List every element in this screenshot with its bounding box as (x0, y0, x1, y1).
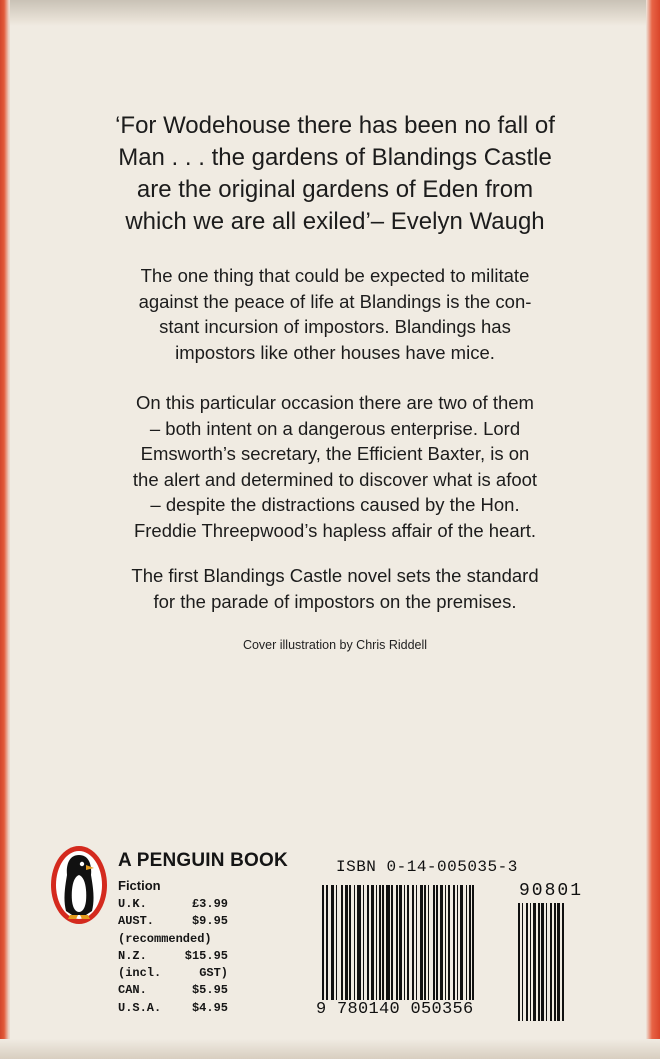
barcode-bar (357, 885, 361, 1005)
barcode-bar (557, 903, 560, 1021)
cover-illustration-credit: Cover illustration by Chris Riddell (242, 638, 428, 652)
barcode-digits: 9 780140 050356 (316, 1000, 474, 1019)
barcode-bar (336, 885, 337, 1005)
barcode-bar (379, 885, 381, 1005)
penguin-logo-icon (50, 845, 108, 925)
barcode-bar (530, 903, 531, 1021)
cover-edge-bottom (0, 1039, 660, 1059)
ean-barcode (322, 885, 508, 1005)
barcode-bar (436, 885, 438, 1005)
barcode-bar (457, 885, 458, 1005)
barcode-bar (554, 903, 556, 1021)
price-region: U.S.A. (118, 1000, 162, 1015)
price-region: (incl. (118, 966, 162, 981)
blurb-line: Emsworth’s secretary, the Efficient Baxter, is on (140, 443, 530, 464)
cover-edge-right (646, 0, 660, 1059)
price-region: AUST. (118, 914, 155, 929)
barcode-bar (322, 885, 324, 1005)
quote-line: which we are all exiled’– Evelyn Waugh (125, 208, 545, 235)
barcode-bar (376, 885, 377, 1005)
barcode-bar (546, 903, 547, 1021)
blurb-line: Freddie Threepwood’s hapless affair of the heart. (133, 519, 537, 541)
barcode-bar (469, 885, 471, 1005)
barcode-bar (331, 885, 334, 1005)
barcode-bar (562, 903, 564, 1021)
price-value: £3.99 (191, 897, 228, 911)
blurb-line: impostors like other houses have mice. (175, 341, 495, 363)
barcode-bar (407, 885, 409, 1005)
barcode-bar (396, 885, 398, 1005)
price-region: U.K. (118, 897, 147, 911)
barcode-bar (424, 885, 426, 1005)
barcode-bar (445, 885, 446, 1005)
genre-label: Fiction (118, 878, 161, 893)
price-value: GST) (199, 966, 228, 981)
barcode-bar (416, 885, 417, 1005)
barcode-bar (404, 885, 405, 1005)
addon-digits: 90801 (519, 881, 584, 901)
blurb-line: stant incursion of impostors. Blandings has (159, 316, 511, 337)
barcode-bar (345, 885, 348, 1005)
price-row (118, 931, 228, 948)
barcode-bar (399, 885, 402, 1005)
evelyn-waugh-quote (80, 110, 590, 238)
blurb-paragraph-3 (80, 563, 590, 614)
barcode-bar (522, 903, 523, 1021)
price-region: N.Z. (118, 948, 147, 963)
barcode-bar (363, 885, 364, 1005)
barcode-bar (460, 885, 463, 1005)
barcode-bar (367, 885, 369, 1005)
quote-line: Man . . . the gardens of Blandings Castle (118, 144, 552, 171)
blurb-line: On this particular occasion there are two of them (136, 392, 534, 413)
blurb-line: The first Blandings Castle novel sets the standard (131, 565, 539, 586)
barcode-bar (518, 903, 520, 1021)
price-row (118, 965, 228, 982)
barcode-bar (412, 885, 414, 1005)
price-value: $9.95 (191, 914, 228, 929)
blurb-line: the alert and determined to discover what is afoot (132, 468, 538, 490)
barcode-bar (341, 885, 343, 1005)
blurb-paragraph-1 (80, 263, 590, 365)
price-row (118, 1000, 228, 1017)
blurb-line: The one thing that could be expected to militate (140, 265, 530, 286)
price-value: $5.95 (191, 983, 228, 998)
barcode-bar (466, 885, 467, 1005)
blurb-line: against the peace of life at Blandings is the con- (138, 290, 532, 312)
barcode-bar (428, 885, 429, 1005)
price-list (118, 896, 228, 1017)
barcode-bar (453, 885, 455, 1005)
barcode-bar (533, 903, 536, 1021)
price-row (118, 948, 228, 965)
barcode-bar (541, 903, 544, 1021)
barcode-bar (382, 885, 384, 1005)
barcode-bar (526, 903, 528, 1021)
price-value: $4.95 (191, 1000, 228, 1015)
barcode-bar (326, 885, 328, 1005)
cover-edge-left (0, 0, 10, 1059)
blurb-paragraph-2 (80, 390, 590, 543)
barcode-bar (538, 903, 540, 1021)
price-row (118, 896, 228, 913)
barcode-bar (550, 903, 552, 1021)
barcode-bar (391, 885, 393, 1005)
price-row (118, 982, 228, 999)
barcode-bar (354, 885, 355, 1005)
barcode-bar (472, 885, 474, 1005)
cover-edge-top (0, 0, 660, 26)
price-row (118, 913, 228, 930)
price-region: CAN. (118, 983, 147, 998)
blurb-line: – despite the distractions caused by the Hon. (150, 494, 520, 515)
publisher-name: A PENGUIN BOOK (118, 850, 288, 871)
price-region: (recommended) (118, 931, 212, 946)
quote-line: are the original gardens of Eden from (136, 176, 534, 203)
barcode-bar (386, 885, 390, 1005)
barcode-bar (349, 885, 351, 1005)
blurb-line: – both intent on a dangerous enterprise. Lord (149, 417, 521, 439)
barcode-bar (440, 885, 443, 1005)
quote-line: ‘For Wodehouse there has been no fall of (115, 112, 555, 139)
barcode-bar (420, 885, 423, 1005)
addon-barcode (518, 903, 574, 1021)
isbn-number: ISBN 0-14-005035-3 (336, 858, 518, 876)
barcode-bar (433, 885, 435, 1005)
barcode-bar (448, 885, 450, 1005)
price-value: $15.95 (184, 948, 228, 963)
blurb-line: for the parade of impostors on the premises. (153, 590, 517, 612)
barcode-bar (371, 885, 374, 1005)
